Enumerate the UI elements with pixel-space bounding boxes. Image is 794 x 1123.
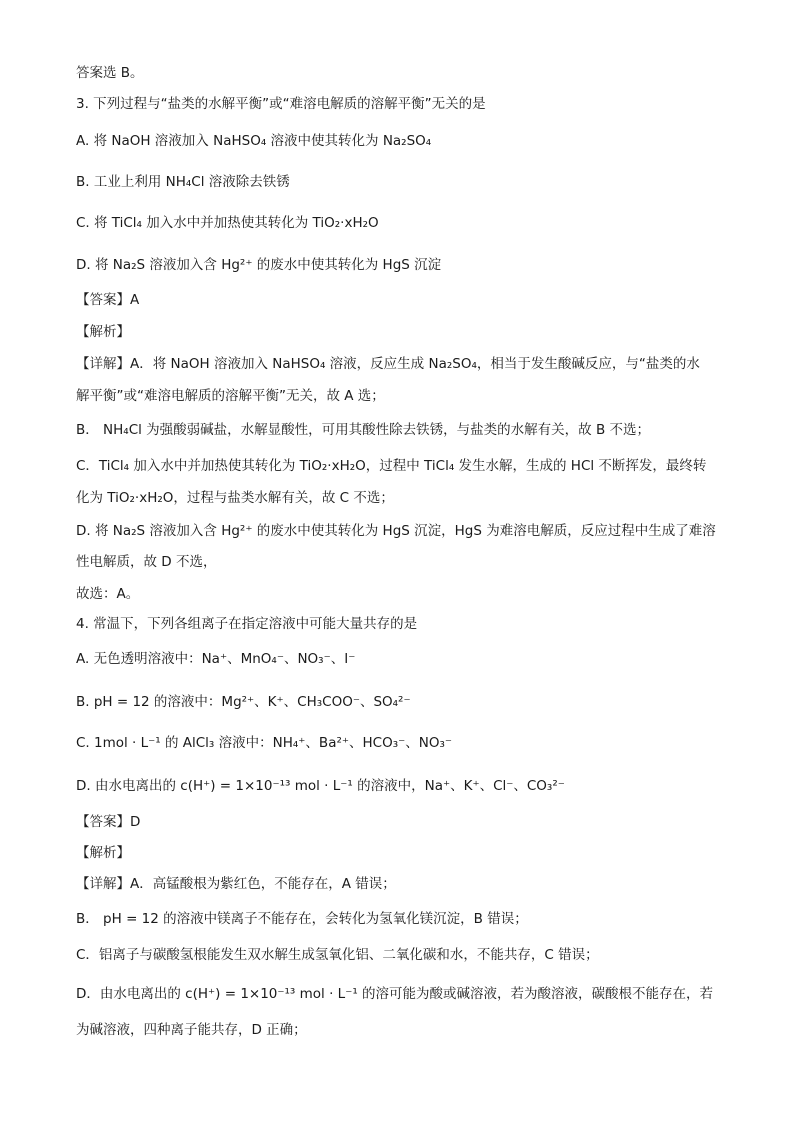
prev-answer-line: 答案选 B。 [76,65,144,81]
q3-explain-7: 性电解质，故 D 不选， [76,554,217,570]
q4-option-b: B. pH = 12 的溶液中：Mg²⁺、K⁺、CH₃COO⁻、SO₄²⁻ [76,694,411,710]
q4-option-c: C. 1mol · L⁻¹ 的 AlCl₃ 溶液中：NH₄⁺、Ba²⁺、HCO₃⁻、NO₃⁻ [76,735,453,751]
q3-option-a: A. 将 NaOH 溶液加入 NaHSO₄ 溶液中使其转化为 Na₂SO₄ [76,133,432,149]
q3-explain-2: 解平衡”或“难溶电解质的溶解平衡”无关，故 A 选； [76,388,385,404]
q3-explain-6: D. 将 Na₂S 溶液加入含 Hg²⁺ 的废水中使其转化为 HgS 沉淀，HgS 为难溶电解质，反应过程中生成了难溶 [76,523,716,539]
q4-stem: 4. 常温下，下列各组离子在指定溶液中可能大量共存的是 [76,616,418,632]
q3-explain-8: 故选：A。 [76,586,140,602]
q3-option-b: B. 工业上利用 NH₄Cl 溶液除去铁锈 [76,174,290,190]
q4-explain-3: C．铝离子与碳酸氢根能发生双水解生成氢氧化铝、二氧化碳和水，不能共存，C 错误； [76,947,599,963]
q4-option-a: A. 无色透明溶液中：Na⁺、MnO₄⁻、NO₃⁻、I⁻ [76,651,356,667]
q3-stem: 3. 下列过程与“盐类的水解平衡”或“难溶电解质的溶解平衡”无关的是 [76,96,486,112]
q4-explain-4: D．由水电离出的 c(H⁺) = 1×10⁻¹³ mol · L⁻¹ 的溶可能为酸或碱溶液，若为酸溶液，碳酸根不能存在，若 [76,986,714,1002]
q4-explain-2: B． pH = 12 的溶液中镁离子不能存在，会转化为氢氧化镁沉淀，B 错误； [76,911,528,927]
q4-answer: 【答案】D [76,814,141,830]
q3-explain-3: B． NH₄Cl 为强酸弱碱盐，水解显酸性，可用其酸性除去铁锈，与盐类的水解有关，故 B 不选； [76,422,651,438]
q3-answer: 【答案】A [76,292,140,308]
q3-analysis-heading: 【解析】 [76,324,130,340]
q3-explain-1: 【详解】A．将 NaOH 溶液加入 NaHSO₄ 溶液，反应生成 Na₂SO₄，相当于发生酸碱反应，与“盐类的水 [76,356,700,372]
q4-analysis-heading: 【解析】 [76,845,130,861]
q3-option-c: C. 将 TiCl₄ 加入水中并加热使其转化为 TiO₂·xH₂O [76,215,379,231]
q3-explain-5: 化为 TiO₂·xH₂O，过程与盐类水解有关，故 C 不选； [76,490,394,506]
q4-explain-1: 【详解】A．高锰酸根为紫红色，不能存在，A 错误； [76,876,396,892]
q3-explain-4: C．TiCl₄ 加入水中并加热使其转化为 TiO₂·xH₂O，过程中 TiCl₄ 发生水解，生成的 HCl 不断挥发，最终转 [76,458,707,474]
q4-option-d: D. 由水电离出的 c(H⁺) = 1×10⁻¹³ mol · L⁻¹ 的溶液中，Na⁺、K⁺、Cl⁻、CO₃²⁻ [76,778,565,794]
q4-explain-5: 为碱溶液，四种离子能共存，D 正确； [76,1022,307,1038]
q3-option-d: D. 将 Na₂S 溶液加入含 Hg²⁺ 的废水中使其转化为 HgS 沉淀 [76,257,442,273]
